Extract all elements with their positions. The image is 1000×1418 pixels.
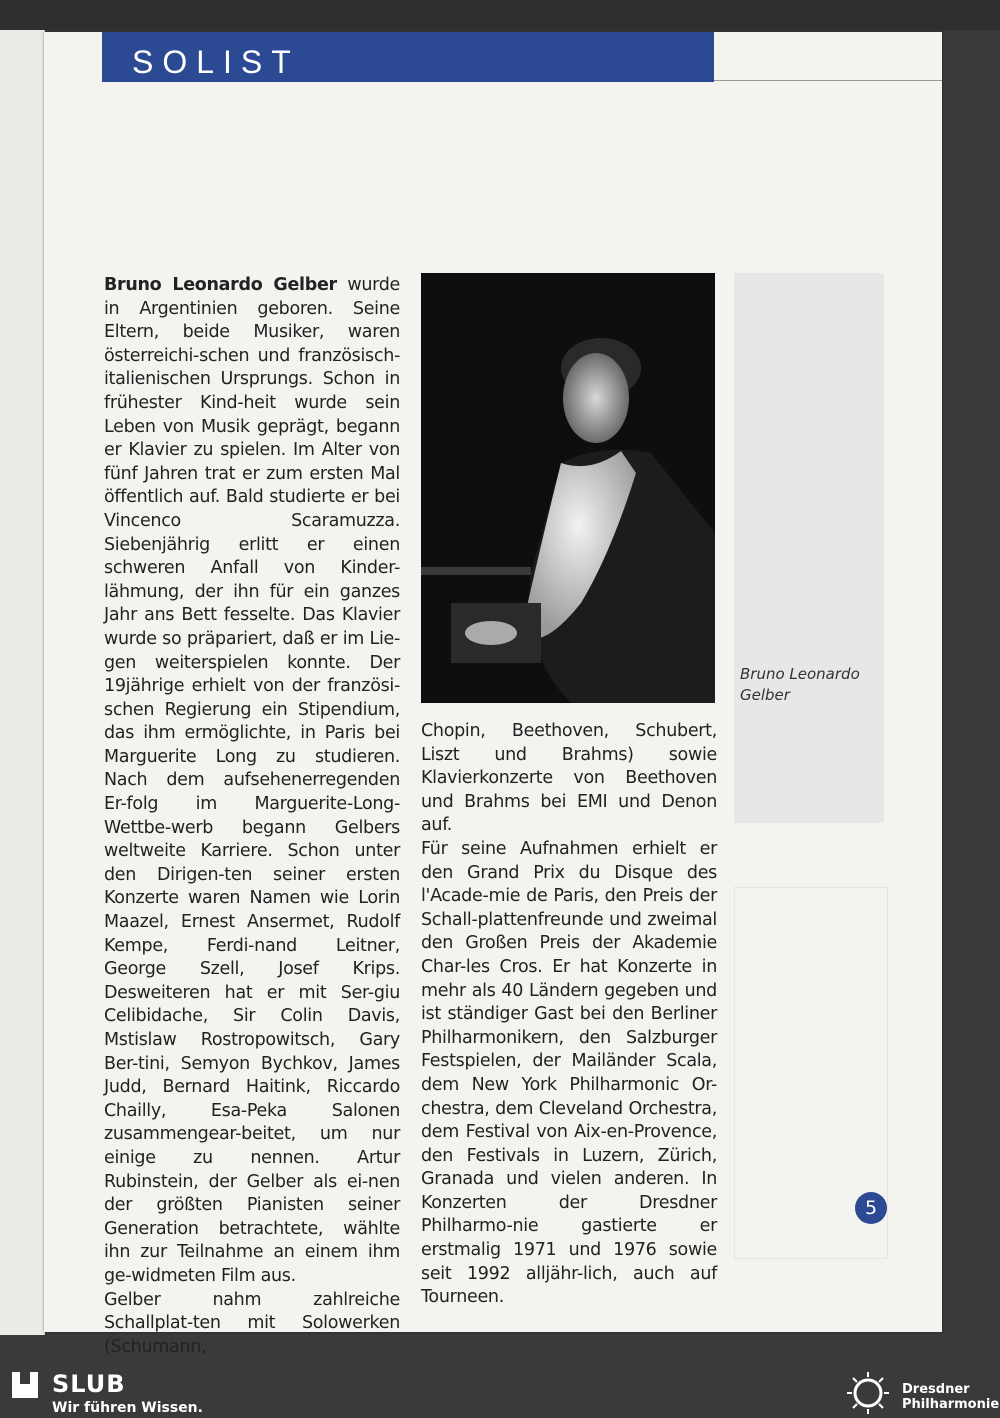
philharmonie-logo-icon[interactable]	[842, 1370, 894, 1416]
philharmonie-name-line2: Philharmonie	[902, 1397, 1000, 1412]
slub-logo-icon[interactable]	[12, 1372, 38, 1398]
article-column-right	[421, 720, 717, 1310]
section-title: SOLIST	[132, 44, 300, 80]
paragraph-text: wurde in Argentinien geboren. Seine Eltern, beide Musiker, waren österreichi-schen und französisch-italienischen Ursprungs. Schon in frühester Kind-heit wurde sein Leben von Musik geprägt, begann er Klavier zu spielen. Im Alter von fünf Jahren trat er zum ersten Mal öffentlich auf. Bald studierte er bei Vincenco Scaramuzza. Siebenjährig erlitt er einen schweren Anfall von Kinder-lähmung, der ihn für ein ganzes Jahr ans Bett fesselte. Das Klavier wurde so präpariert, daß er im Lie-gen weiterspielen konnte. Der 19jährige erhielt von der französi-schen Regierung ein Stipendium, das ihm ermöglichte, in Paris bei Marguerite Long zu studieren. Nach dem aufsehenerregenden Er-folg im Marguerite-Long-Wettbe-werb begann Gelbers weltweite Karriere. Schon unter den Dirigen-ten seiner ersten Konzerte waren Namen wie Lorin Maazel, Ernest Ansermet, Rudolf Kempe, Ferdi-nand Leitner, George Szell, Josef Krips. Desweiteren hat er mit Ser-giu Celibidache, Sir Colin Davis, Mstislaw Rostropowitsch, Gary Ber-tini, Semyon Bychkov, James Judd, Bernard Haitink, Riccardo Chailly, Esa-Peka Salonen zusammengear-beitet, um nur einige zu nennen. Artur Rubinstein, der Gelber als ei-nen der größten Pianisten seiner Generation betrachtete, wählte ihn zur Teilnahme an einem ihm ge-widmeten Film aus.	[104, 275, 400, 1286]
article-paragraph: Chopin, Beethoven, Schubert, Liszt und Brahms) sowie Klavierkonzerte von Beethoven und Brahms bei EMI und Denon auf.	[421, 721, 717, 836]
portrait-photo	[421, 273, 715, 703]
booklet-page	[44, 32, 942, 1357]
photo-caption: Bruno Leonardo Gelber	[740, 665, 860, 704]
article-paragraph: Gelber nahm zahlreiche Schallplat-ten mit Solowerken (Schumann,	[104, 1289, 400, 1357]
page-number-badge: 5	[855, 1192, 887, 1224]
slub-tagline: Wir führen Wissen.	[52, 1400, 203, 1416]
lead-name: Bruno Leonardo Gelber	[104, 275, 337, 295]
bleed-through-image	[734, 273, 884, 823]
article-column-left	[104, 274, 400, 1359]
philharmonie-name-line1: Dresdner	[902, 1382, 970, 1397]
previous-page-edge	[0, 30, 45, 1335]
scan-background-top	[0, 0, 1000, 30]
slub-name[interactable]: SLUB	[52, 1370, 126, 1398]
header-rule	[714, 80, 942, 81]
article-paragraph	[104, 274, 400, 1289]
philharmonie-name[interactable]	[902, 1382, 999, 1412]
article-paragraph: Für seine Aufnahmen erhielt er den Grand Prix du Disque des l'Acade-mie de Paris, den Preis der Schall-plattenfreunde und zweimal den Großen Preis der Akademie Char-les Cros. Er hat Konzerte in mehr als 40 Ländern gegeben und ist ständiger Gast bei den Berliner Philharmonikern, den Salzburger Festspielen, der Mailänder Scala, dem New York Philharmonic Or-chestra, dem Cleveland Orchestra, dem Festival von Aix-en-Provence, den Festivals in Luzern, Zürich, Granada und vielen anderen. In Konzerten der Dresdner Philharmo-nie gastierte er erstmalig 1971 und 1976 sowie seit 1992 alljähr-lich, auch auf Tourneen.	[421, 838, 717, 1308]
